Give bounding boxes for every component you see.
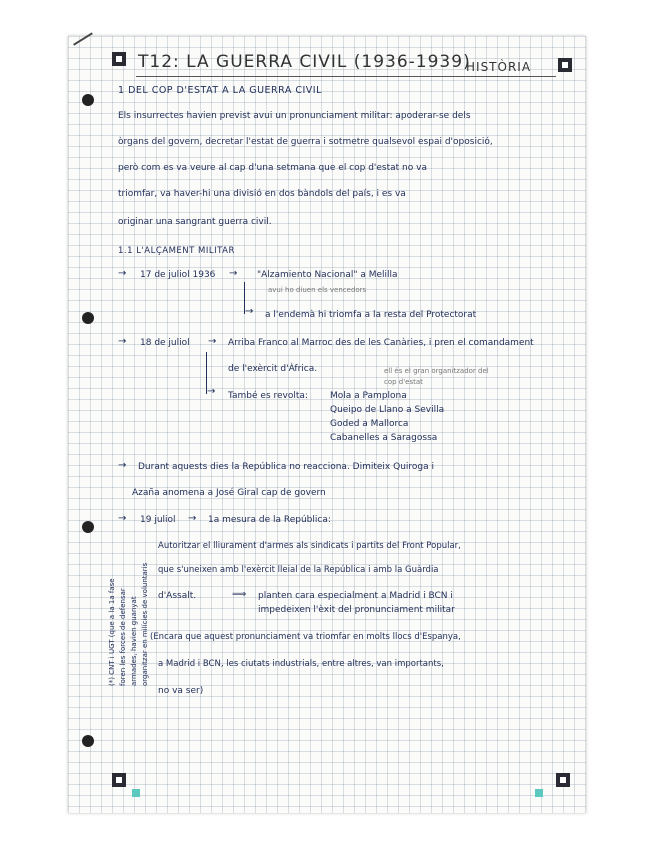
revolt-item: Goded a Mallorca: [330, 419, 409, 429]
text-line: Els insurrectes havien previst avui un pronunciament militar: apoderar-se dels: [118, 111, 471, 121]
margin-note: foren les forces de defensar: [119, 588, 127, 686]
page-title: T12: LA GUERRA CIVIL (1936-1939): [138, 52, 471, 72]
parenthetical-text: no va ser): [158, 686, 204, 696]
corner-marker-top-left: [112, 52, 126, 66]
arrow-icon: →: [118, 268, 127, 279]
side-note: avui ho diuen els vencedors: [268, 286, 367, 294]
date-label: 19 juliol: [140, 515, 176, 525]
date-label: 18 de juliol: [140, 338, 190, 348]
arrow-icon: ⟹: [232, 589, 247, 600]
title-underline: [136, 76, 556, 77]
corner-marker-bottom-right: [556, 773, 570, 787]
arrow-icon: →: [118, 336, 127, 347]
margin-note: (*) CNT i UGT (que a la 1a fase: [108, 578, 116, 686]
side-note: cop d'estat: [384, 378, 423, 386]
revolt-item: Cabanelles a Saragossa: [330, 433, 438, 443]
text-line: òrgans del govern, decretar l'estat de guerra i sotmetre qualsevol espai d'oposició,: [118, 137, 493, 147]
text-line: però com es va veure al cap d'una setmana que el cop d'estat no va: [118, 163, 427, 173]
arrow-icon: →: [229, 268, 238, 279]
event-text: Durant aquests dies la República no reacciona. Dimiteix Quiroga i: [138, 462, 435, 472]
margin-note: organitzar en milícies de voluntaris: [141, 562, 149, 686]
bullet-text: planten cara especialment a Madrid i BCN i: [258, 591, 453, 601]
binder-hole: [82, 735, 94, 747]
revolt-item: Queipo de Llano a Sevilla: [330, 405, 445, 415]
arrow-icon: →: [188, 513, 197, 524]
side-note: ell és el gran organitzador del: [384, 367, 489, 375]
revolt-item: Mola a Pamplona: [330, 391, 407, 401]
section-heading: 1 DEL COP D'ESTAT A LA GUERRA CIVIL: [118, 85, 322, 96]
bullet-text: Autoritzar el lliurament d'armes als sindicats i partits del Front Popular,: [158, 541, 461, 551]
event-text: de l'exèrcit d'Àfrica.: [228, 364, 318, 374]
parenthetical-text: (Encara que aquest pronunciament va triomfar en molts llocs d'Espanya,: [150, 632, 461, 642]
event-text: "Alzamiento Nacional" a Melilla: [257, 270, 398, 280]
event-text: Arriba Franco al Marroc des de les Canàries, i pren el comandament: [228, 338, 534, 348]
event-text: Azaña anomena a José Giral cap de govern: [132, 488, 326, 498]
arrow-icon: →: [118, 460, 127, 471]
bullet-text: impedeixen l'èxit del pronunciament militar: [258, 605, 455, 615]
binder-hole: [82, 521, 94, 533]
event-text: També es revolta:: [228, 391, 308, 401]
date-label: 17 de juliol 1936: [140, 270, 216, 280]
bullet-text: que s'uneixen amb l'exèrcit lleial de la República i amb la Guàrdia: [158, 565, 439, 575]
corner-marker-top-right: [558, 58, 572, 72]
arrow-icon: →: [118, 513, 127, 524]
margin-note: armades, havien guanyat: [130, 596, 138, 686]
teal-marker-left: [132, 789, 140, 797]
arrow-icon: →: [208, 336, 217, 347]
arrow-icon: →: [245, 306, 254, 317]
event-text: a l'endemà hi triomfa a la resta del Protectorat: [265, 310, 477, 320]
notebook-page: [68, 36, 586, 813]
subject-label: HISTÒRIA: [466, 60, 532, 74]
parenthetical-text: a Madrid i BCN, les ciutats industrials, entre altres, van importants,: [158, 659, 444, 669]
event-text: 1a mesura de la República:: [208, 515, 331, 525]
text-line: originar una sangrant guerra civil.: [118, 217, 272, 227]
binder-hole: [82, 94, 94, 106]
text-line: triomfar, va haver-hi una divisió en dos bàndols del país, i es va: [118, 189, 406, 199]
binder-hole: [82, 312, 94, 324]
arrow-icon: →: [207, 386, 216, 397]
corner-marker-bottom-left: [112, 773, 126, 787]
bullet-text: d'Assalt.: [158, 591, 197, 601]
teal-marker-right: [535, 789, 543, 797]
subsection-heading: 1.1 L'ALÇAMENT MILITAR: [118, 246, 235, 256]
